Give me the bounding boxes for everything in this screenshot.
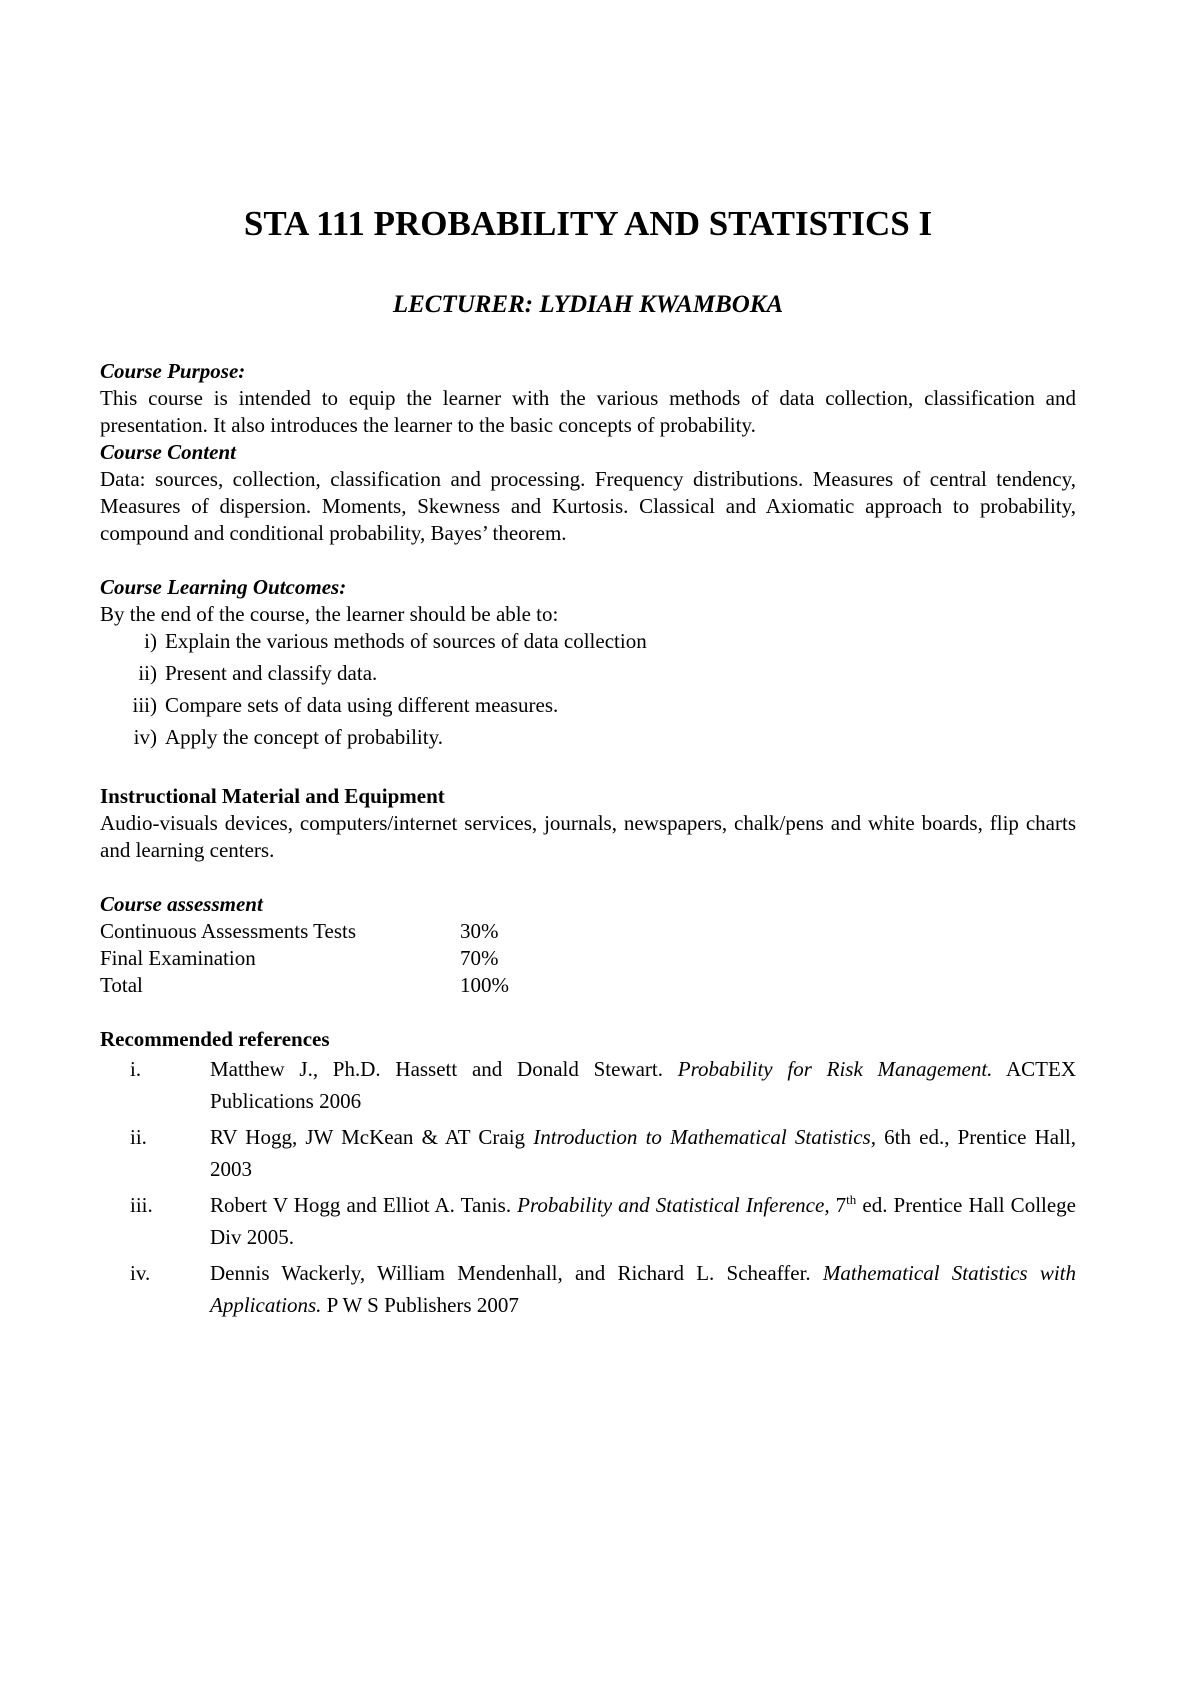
reference-text: RV Hogg, JW McKean & AT Craig Introduction to Mathematical Statistics, 6th ed., Prentice Hall, 2003 — [210, 1125, 1076, 1181]
course-content-heading: Course Content — [100, 440, 236, 464]
reference-number: i. — [130, 1057, 142, 1081]
reference-title: Probability for Risk Management. — [677, 1057, 993, 1081]
learning-outcomes-heading: Course Learning Outcomes: — [100, 575, 347, 599]
list-text: Compare sets of data using different measures. — [165, 693, 559, 717]
document-body — [100, 358, 1076, 1325]
list-text: Explain the various methods of sources of data collection — [165, 629, 647, 653]
references-heading: Recommended references — [100, 1027, 330, 1051]
reference-title: Mathematical Statistics with Applications. — [210, 1261, 1077, 1317]
reference-item — [100, 1053, 1076, 1117]
reference-title: Introduction to Mathematical Statistics, — [533, 1125, 876, 1149]
instructional-material-heading: Instructional Material and Equipment — [100, 784, 445, 808]
reference-item — [100, 1257, 1076, 1321]
list-number: ii) — [138, 661, 157, 685]
list-number: i) — [144, 629, 157, 653]
list-item — [100, 628, 1076, 655]
assessment-value: 100% — [460, 973, 509, 997]
reference-text: Robert V Hogg and Elliot A. Tanis. Probability and Statistical Inference, 7th ed. Prentice Hall College Div 2005. — [210, 1192, 1077, 1249]
list-number: iii) — [132, 693, 157, 717]
reference-number: iii. — [130, 1193, 153, 1217]
assessment-value: 30% — [460, 919, 499, 943]
assessment-value: 70% — [460, 946, 499, 970]
list-item — [100, 660, 1076, 687]
course-content-text: Data: sources, collection, classification and processing. Frequency distributions. Measures of central tendency, Measures of dispersion. Moments, Skewness and Kurtosis. Classical and Axiomatic approach to probability, compound and conditional probability, Bayes’ theorem. — [100, 467, 1076, 545]
assessment-label: Total — [100, 973, 143, 997]
list-item — [100, 724, 1076, 751]
lecturer-line: LECTURER: LYDIAH KWAMBOKA — [392, 291, 784, 318]
reference-number: iv. — [130, 1261, 151, 1285]
learning-outcomes-list — [100, 628, 1076, 751]
instructional-material-text: Audio-visuals devices, computers/internet services, journals, newspapers, chalk/pens and white boards, flip charts and learning centers. — [100, 811, 1076, 862]
reference-item — [100, 1189, 1076, 1253]
reference-number: ii. — [130, 1125, 147, 1149]
assessment-heading: Course assessment — [100, 892, 263, 916]
list-text: Present and classify data. — [165, 661, 378, 685]
course-purpose-text: This course is intended to equip the learner with the various methods of data collection, classification and presentation. It also introduces the learner to the basic concepts of probability. — [100, 386, 1076, 437]
reference-text: Dennis Wackerly, William Mendenhall, and Richard L. Scheaffer. Mathematical Statistics with Applications. P W S Publishers 2007 — [210, 1261, 1077, 1317]
assessment-label: Final Examination — [100, 946, 256, 970]
learning-outcomes-intro: By the end of the course, the learner should be able to: — [100, 602, 559, 626]
assessment-row — [100, 945, 1076, 972]
list-number: iv) — [133, 725, 157, 749]
reference-item — [100, 1121, 1076, 1185]
assessment-row — [100, 918, 1076, 945]
superscript: th — [846, 1192, 857, 1207]
reference-text: Matthew J., Ph.D. Hassett and Donald Stewart. Probability for Risk Management. ACTEX Publications 2006 — [210, 1057, 1077, 1113]
list-text: Apply the concept of probability. — [165, 725, 443, 749]
assessment-row — [100, 972, 1076, 999]
assessment-label: Continuous Assessments Tests — [100, 919, 357, 943]
reference-title: Probability and Statistical Inference, — [517, 1193, 830, 1217]
references-list — [100, 1053, 1076, 1321]
course-purpose-heading: Course Purpose: — [100, 359, 246, 383]
list-item — [100, 692, 1076, 719]
document-title: STA 111 PROBABILITY AND STATISTICS I — [243, 204, 933, 243]
